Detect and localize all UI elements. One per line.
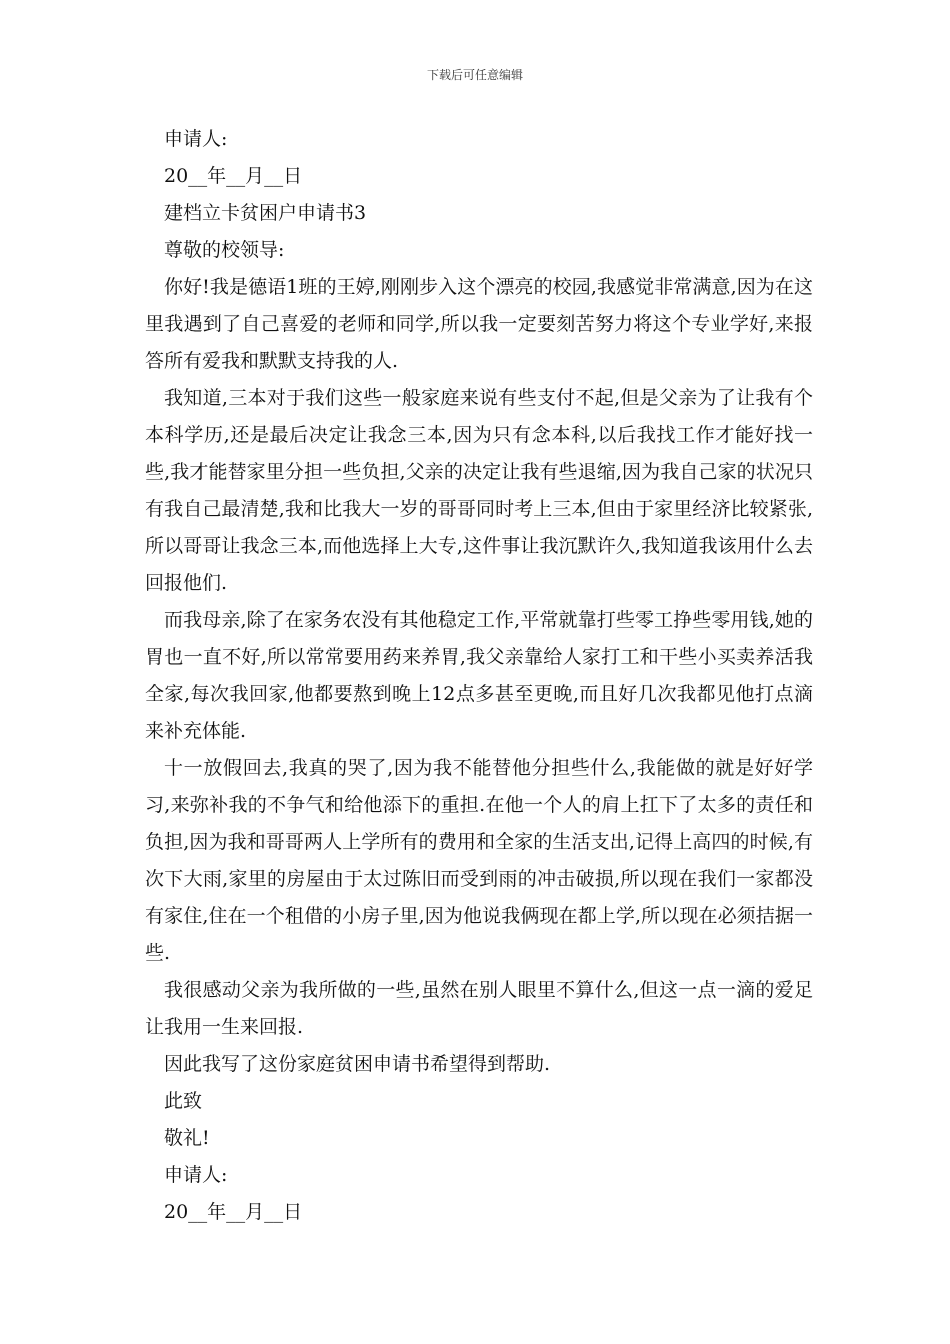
applicant-label: 申请人:: [164, 128, 228, 150]
paragraph: 我知道,三本对于我们这些一般家庭来说有些支付不起,但是父亲为了让我有个本科学历,还是最后决定让我念三本,因为只有念本科,以后我找工作才能好找一些,我才能替家里分担一些负担,父亲的决定让我有些退缩,因为我自己家的状况只有我自己最清楚,我和比我大一岁的哥哥同时考上三本,但由于家里经济比较紧张,所以哥哥让我念三本,而他选择上大专,这件事让我沉默许久,我知道我该用什么去回报他们.: [145, 387, 813, 594]
paragraph: 而我母亲,除了在家务农没有其他稳定工作,平常就靠打些零工挣些零用钱,她的胃也一直不好,所以常常要用药来养胃,我父亲靠给人家打工和干些小买卖养活我全家,每次我回家,他都要熬到晚上12点多甚至更晚,而且好几次我都见他打点滴来补充体能.: [145, 609, 813, 742]
applicant-label: 申请人:: [164, 1164, 228, 1186]
paragraph: 十一放假回去,我真的哭了,因为我不能替他分担些什么,我能做的就是好好学习,来弥补我的不争气和给他添下的重担.在他一个人的肩上扛下了太多的责任和负担,因为我和哥哥两人上学所有的费用和全家的生活支出,记得上高四的时候,有次下大雨,家里的房屋由于太过陈旧而受到雨的冲击破损,所以现在我们一家都没有家住,住在一个租借的小房子里,因为他说我俩现在都上学,所以现在必须拮据一些.: [145, 757, 813, 964]
document-title: 建档立卡贫困户申请书3: [164, 202, 367, 224]
date-line: 20__年__月__日: [164, 165, 303, 187]
date-line: 20__年__月__日: [164, 1201, 303, 1223]
closing-statement: 因此我写了这份家庭贫困申请书希望得到帮助.: [164, 1053, 551, 1075]
paragraph: 你好!我是德语1班的王婷,刚刚步入这个漂亮的校园,我感觉非常满意,因为在这里我遇到了自己喜爱的老师和同学,所以我一定要刻苦努力将这个专业学好,来报答所有爱我和默默支持我的人.: [145, 276, 813, 372]
closing-phrase: 此致: [164, 1090, 203, 1112]
paragraph: 我很感动父亲为我所做的一些,虽然在别人眼里不算什么,但这一点一滴的爱足让我用一生来回报.: [145, 979, 813, 1038]
document-body: [145, 121, 813, 1231]
salutation: 尊敬的校领导:: [164, 239, 285, 261]
page-header-note: 下载后可任意编辑: [426, 68, 523, 82]
closing-salute: 敬礼!: [164, 1127, 210, 1149]
